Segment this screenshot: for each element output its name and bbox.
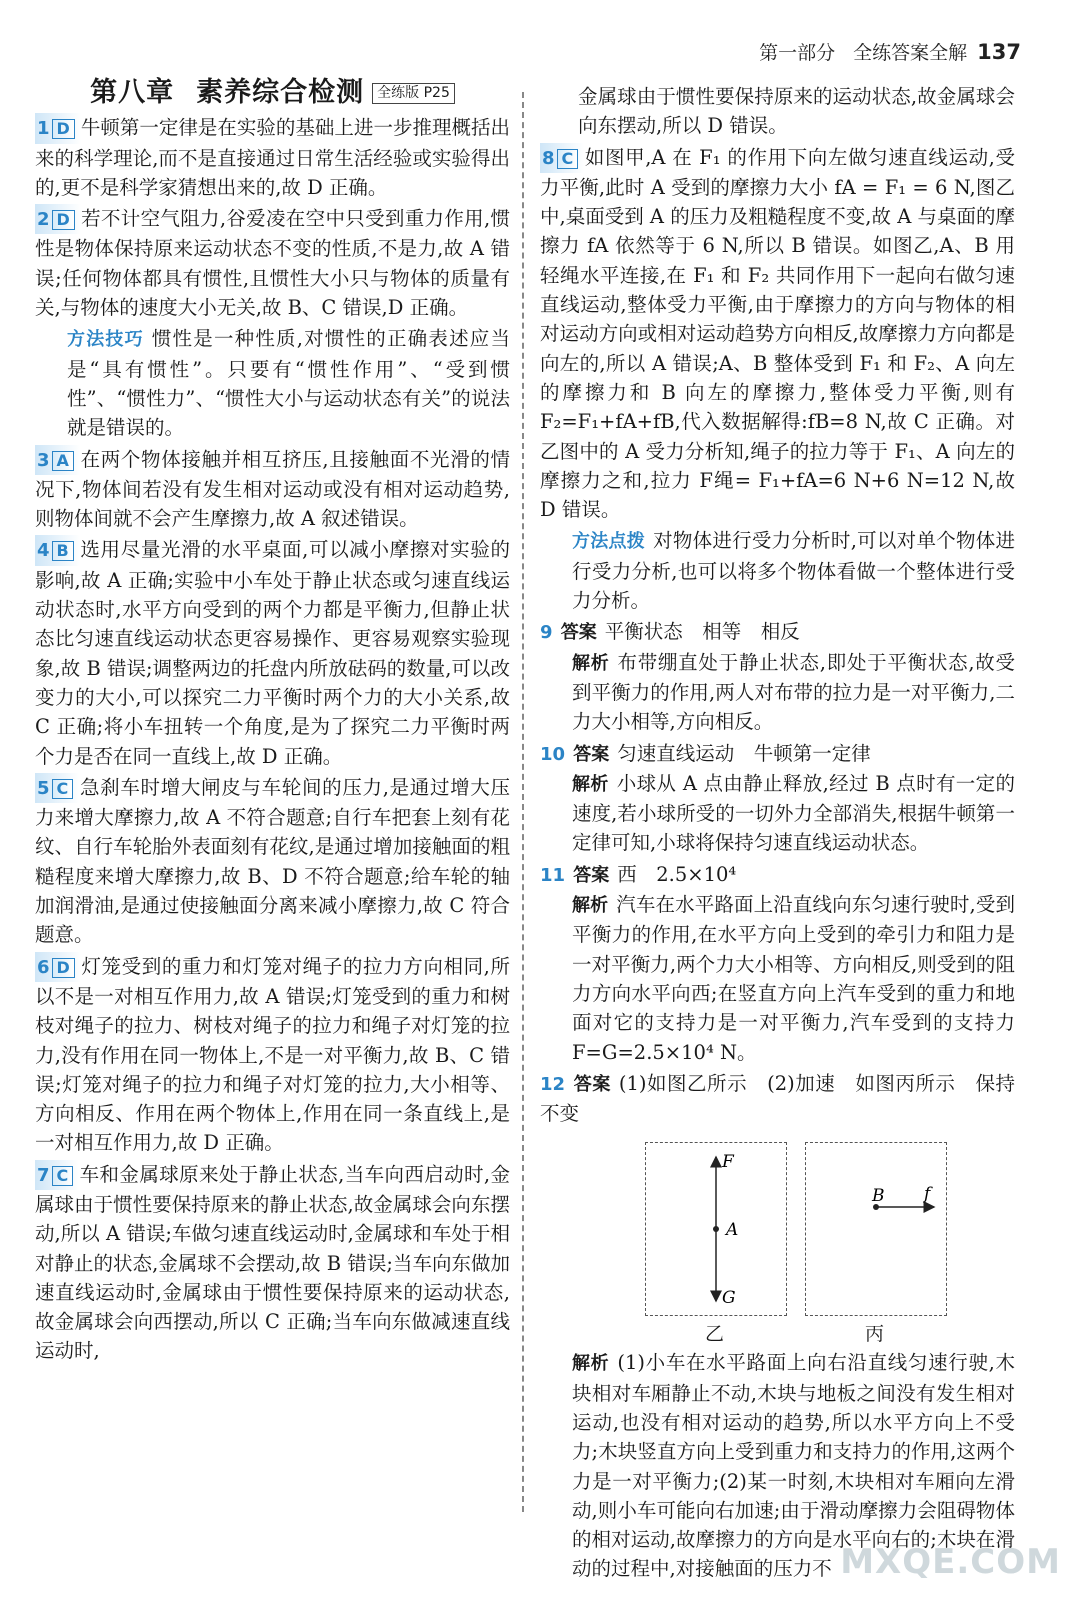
diagram-bing-box	[805, 1142, 947, 1316]
tip-label: 方法点拨	[572, 531, 646, 553]
answer-box: B	[52, 541, 74, 561]
diagram-yi-label: 乙	[705, 1323, 725, 1346]
question-5	[35, 773, 510, 950]
question-4	[35, 535, 510, 770]
question-number: 9	[540, 622, 553, 644]
method-tip	[540, 526, 1015, 615]
explanation-text: 选用尽量光滑的水平桌面,可以减小摩擦对实验的影响,故 A 正确;实验中小车处于静止状态或匀速直线运动状态时,水平方向受到的两个力都是平衡力,但静止状态比匀速直线运动状态更容易操作、更容易观察实验现象,故 B 错误;调整两边的托盘内所放砝码的数量,可以改变力的大小,可以探究二力平衡时两个力的大小关系,故 C 正确;将小车扭转一个角度,是为了探究二力平衡时两个力是否在同一直线上,故 D 正确。	[35, 538, 510, 768]
answer-box: D	[52, 958, 75, 978]
label-f-upper: F	[722, 1152, 734, 1173]
label-f-lower: f	[924, 1184, 931, 1205]
analysis-text: 汽车在水平路面上沿直线向东匀速行驶时,受到平衡力的作用,在水平方向上受到的牵引力和阻力是一对平衡力,两个力大小相等、方向相反,则受到的阻力方向水平向西;在竖直方向上汽车受到的重力和地面对它的支持力是一对平衡力,汽车受到的支持力 F=G=2.5×10⁴ N。	[572, 893, 1016, 1064]
question-number: 2	[37, 209, 50, 231]
answer-label: 答案	[573, 864, 610, 886]
question-3	[35, 445, 510, 534]
chapter-title: 第八章 素养综合检测	[90, 77, 365, 108]
label-b: B	[872, 1186, 885, 1207]
answer-label: 答案	[560, 622, 597, 644]
right-column	[540, 82, 1015, 1586]
diagram-bing-label: 丙	[865, 1323, 885, 1346]
analysis-label: 解析	[572, 652, 610, 674]
explanation-text: 在两个物体接触并相互挤压,且接触面不光滑的情况下,物体间若没有发生相对运动或没有相对运动趋势,则物体间就不会产生摩擦力,故 A 叙述错误。	[35, 447, 510, 531]
question-number: 1	[37, 118, 50, 140]
question-10	[540, 739, 1015, 858]
header-book: 全练答案全解	[853, 42, 968, 64]
header-part: 第一部分	[759, 42, 836, 64]
diagram-yi	[646, 1143, 786, 1315]
question-number: 8	[542, 147, 555, 169]
label-g: G	[722, 1288, 736, 1309]
answer-box: D	[52, 210, 75, 230]
analysis-label: 解析	[572, 1353, 610, 1375]
explanation-text: 急刹车时增大闸皮与车轮间的压力,是通过增大压力来增大摩擦力,故 A 不符合题意;自行车把套上刻有花纹、自行车轮胎外表面刻有花纹,是通过增加接触面的粗糙程度来增大摩擦力,故 B、D 不符合题意;给车轮的轴加润滑油,是通过使接触面分离来减小摩擦力,故 C 符合题意。	[35, 775, 510, 947]
tip-text: 惯性是一种性质,对惯性的正确表述应当是“具有惯性”。只要有“惯性作用”、“受到惯性”、“惯性力”、“惯性大小与运动状态有关”的说法就是错误的。	[67, 327, 511, 440]
question-number: 10	[540, 743, 566, 765]
force-diagrams	[540, 1132, 1015, 1346]
reference-badge: 全练版 P25	[372, 83, 455, 104]
tip-label: 方法技巧	[67, 329, 144, 351]
question-2	[35, 204, 510, 322]
question-9	[540, 617, 1015, 736]
question-number: 6	[37, 956, 50, 978]
answer-text: 匀速直线运动 牛顿第一定律	[617, 741, 871, 765]
analysis-label: 解析	[572, 773, 609, 795]
answer-text: 平衡状态 相等 相反	[604, 620, 800, 644]
column-divider	[522, 92, 524, 1512]
question-8	[540, 143, 1015, 525]
question-number: 11	[540, 864, 566, 886]
diagram-bing	[806, 1143, 946, 1315]
analysis-text: 小球从 A 点由静止释放,经过 B 点时有一定的速度,若小球所受的一切外力全部消失,根据牛顿第一定律可知,小球将保持匀速直线运动状态。	[572, 771, 1016, 855]
answer-text: (1)如图乙所示 (2)加速 如图丙所示 保持不变	[540, 1071, 1016, 1126]
answer-text: 西 2.5×10⁴	[617, 862, 737, 886]
question-7	[35, 1160, 510, 1366]
page-number: 137	[977, 40, 1021, 64]
question-number: 4	[37, 540, 50, 562]
analysis-text: 布带绷直处于静止状态,即处于平衡状态,故受到平衡力的作用,两人对布带的拉力是一对平衡力,二力大小相等,方向相反。	[572, 650, 1015, 734]
left-column	[35, 77, 511, 1368]
answer-box: C	[52, 779, 74, 799]
question-number: 7	[37, 1164, 50, 1186]
analysis-label: 解析	[572, 895, 609, 917]
answer-box: A	[52, 451, 74, 471]
explanation-text: 若不计空气阻力,谷爱凌在空中只受到重力作用,惯性是物体保持原来运动状态不变的性质,不是力,故 A 错误;任何物体都具有惯性,且惯性大小只与物体的质量有关,与物体的速度大小无关,故 B、C 错误,D 正确。	[35, 207, 510, 320]
question-12	[540, 1069, 1015, 1584]
question-1	[35, 113, 510, 202]
chapter-title-row	[35, 78, 510, 109]
question-number: 12	[540, 1073, 566, 1095]
question-6	[35, 952, 510, 1158]
answer-label: 答案	[573, 1073, 611, 1095]
diagram-yi-box	[645, 1142, 787, 1316]
question-11	[540, 860, 1015, 1067]
explanation-text: 如图甲,A 在 F₁ 的作用下向左做匀速直线运动,受力平衡,此时 A 受到的摩擦力大小 fA = F₁ = 6 N,图乙中,桌面受到 A 的压力及粗糙程度不变,故 A 与桌面的摩擦力 fA 依然等于 6 N,所以 B 错误。如图乙,A、B 用轻绳水平连接,在 F₁ 和 F₂ 共同作用下一起向右做匀速直线运动,整体受力平衡,由于摩擦力的方向与物体的相对运动方向或相对运动趋势方向相反,故摩擦力方向都是向左的,所以 A 错误;A、B 整体受到 F₁ 和 F₂、A 向左的摩擦力和 B 向左的摩擦力,整体受力平衡,则有 F₂=F₁+fA+fB,代入数据解得:fB=8 N,故 C 正确。对乙图中的 A 受力分析知,绳子的拉力等于 F₁、A 向左的摩擦力之和,拉力 F绳= F₁+fA=6 N+6 N=12 N,故 D 错误。	[540, 145, 1015, 522]
question-7-continued: 金属球由于惯性要保持原来的运动状态,故金属球会向东摆动,所以 D 错误。	[578, 85, 1015, 138]
explanation-text: 车和金属球原来处于静止状态,当车向西启动时,金属球由于惯性要保持原来的静止状态,故金属球会向东摆动,所以 A 错误;车做匀速直线运动时,金属球和车处于相对静止的状态,金属球不会摆动,故 B 错误;当车向东做加速直线运动时,金属球由于惯性要保持原来的运动状态,故金属球会向西摆动,所以 C 正确;当车向东做减速直线运动时,	[35, 1162, 510, 1363]
analysis-text: (1)小车在水平路面上向右沿直线匀速行驶,木块相对车厢静止不动,木块与地板之间没有发生相对运动,也没有相对运动的趋势,所以水平方向上不受力;木块竖直方向上受到重力和支持力的作用,这两个力是一对平衡力;(2)某一时刻,木块相对车厢向左滑动,则小车可能向右加速;由于滑动摩擦力会阻碍物体的相对运动,故摩擦力的方向是水平向右的;木块在滑动的过程中,对接触面的压力不	[572, 1351, 1016, 1581]
answer-label: 答案	[573, 743, 610, 765]
watermark-logo: MXQE.COM	[840, 1542, 1061, 1582]
label-a: A	[726, 1220, 739, 1241]
explanation-text: 灯笼受到的重力和灯笼对绳子的拉力方向相同,所以不是一对相互作用力,故 A 错误;灯笼受到的重力和树枝对绳子的拉力、树枝对绳子的拉力和绳子对灯笼的拉力,没有作用在同一物体上,不是一对平衡力,故 B、C 错误;灯笼对绳子的拉力和绳子对灯笼的拉力,大小相等、方向相反、作用在两个物体上,作用在同一条直线上,是一对相互作用力,故 D 正确。	[35, 954, 510, 1155]
question-number: 3	[37, 449, 50, 471]
point-a	[713, 1226, 719, 1232]
page-header	[759, 38, 1021, 65]
answer-box: D	[52, 119, 75, 139]
question-number: 5	[37, 777, 50, 799]
answer-box: C	[52, 1166, 74, 1186]
method-tip	[35, 324, 510, 442]
answer-box: C	[557, 149, 579, 169]
explanation-text: 牛顿第一定律是在实验的基础上进一步推理概括出来的科学理论,而不是直接通过日常生活经验或实验得出的,更不是科学家猜想出来的,故 D 正确。	[35, 116, 510, 199]
tip-text: 对物体进行受力分析时,可以对单个物体进行受力分析,也可以将多个物体看做一个整体进行受力分析。	[572, 529, 1016, 613]
